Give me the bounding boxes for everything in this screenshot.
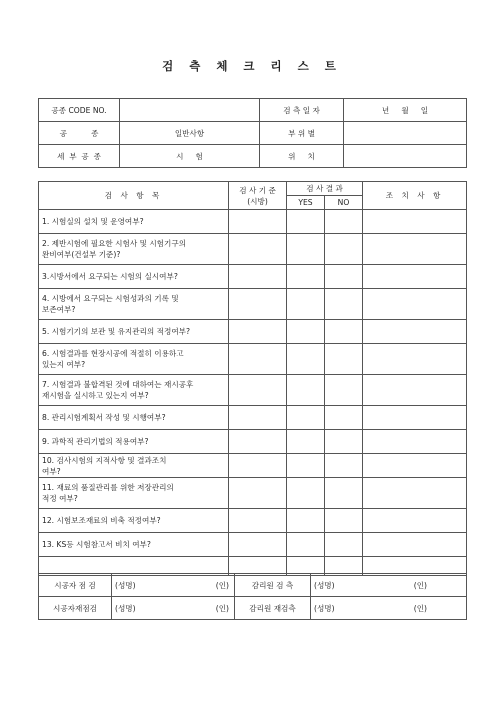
checklist-row: [39, 289, 467, 320]
checklist-item-line2: 여부?: [42, 466, 61, 476]
checklist-row: [39, 478, 467, 509]
checklist-row: [39, 509, 467, 533]
checklist-item: [39, 344, 229, 375]
checklist-row: [39, 265, 467, 289]
page-title: 검 측 체 크 리 스 트: [162, 59, 342, 73]
criteria-header-sub: (시방): [247, 196, 268, 206]
checklist-item-line1: 2. 제반시험에 필요한 시험사 및 시험기구의: [42, 239, 187, 248]
criteria-cell[interactable]: [229, 289, 287, 320]
checklist-row: [39, 430, 467, 454]
checklist-table: [38, 181, 467, 576]
criteria-cell[interactable]: [229, 210, 287, 234]
items-header: 검 사 항 목: [39, 182, 229, 210]
work-field[interactable]: 일반사항: [120, 122, 260, 145]
no-cell[interactable]: [325, 320, 363, 344]
subwork-field[interactable]: 시 험: [120, 145, 260, 168]
info-table: [38, 98, 467, 168]
yes-header: YES: [287, 196, 325, 210]
checklist-item-line2: 재시험을 실시하고 있는지 여부?: [42, 391, 149, 400]
code-field[interactable]: [120, 99, 260, 122]
checklist-item-line1: 1. 시험실의 설치 및 운영여부?: [42, 217, 144, 226]
action-cell[interactable]: [363, 320, 467, 344]
no-header: NO: [325, 196, 363, 210]
checklist-item-line2: 적정 여부?: [42, 494, 78, 503]
checklist-item-line1: 10. 검사시험의 지적사항 및 결과조치: [42, 455, 167, 465]
checklist-item: [39, 320, 229, 344]
checklist-row: [39, 320, 467, 344]
action-cell[interactable]: [363, 478, 467, 509]
no-cell[interactable]: [325, 509, 363, 533]
supervisor-label: 감리원 재검측: [235, 597, 311, 620]
no-cell[interactable]: [325, 454, 363, 478]
criteria-cell[interactable]: [229, 533, 287, 557]
location-field[interactable]: [344, 145, 467, 168]
checklist-item-line1: 7. 시험결과 불합격된 것에 대하여는 재시공후: [42, 380, 194, 389]
checklist-item-line2: 있는지 여부?: [42, 360, 86, 369]
no-cell[interactable]: [325, 430, 363, 454]
checklist-row: [39, 406, 467, 430]
yes-cell[interactable]: [287, 265, 325, 289]
action-cell[interactable]: [363, 430, 467, 454]
seal-label: (인): [413, 603, 427, 613]
action-header: 조 치 사 항: [363, 182, 467, 210]
checklist-item-line1: 11. 재료의 품질관리를 위한 저장관리의: [42, 483, 174, 492]
checklist-item: [39, 406, 229, 430]
signer-label: 시공자 점 검: [39, 574, 112, 597]
no-cell[interactable]: [325, 478, 363, 509]
supervisor-field[interactable]: [311, 597, 467, 620]
no-cell[interactable]: [325, 406, 363, 430]
signer-field[interactable]: [112, 574, 235, 597]
checklist-row: [39, 533, 467, 557]
yes-cell[interactable]: [287, 234, 325, 265]
action-cell[interactable]: [363, 344, 467, 375]
signature-row: [39, 597, 467, 620]
checklist-item-line2: 보존여부?: [42, 305, 76, 314]
seal-label: (인): [413, 580, 427, 590]
criteria-header: [229, 182, 287, 210]
checklist-item: [39, 478, 229, 509]
signer-field[interactable]: [112, 597, 235, 620]
date-label: 검 측 일 자: [260, 99, 344, 122]
criteria-cell[interactable]: [229, 509, 287, 533]
criteria-cell[interactable]: [229, 344, 287, 375]
part-label: 부 위 별: [260, 122, 344, 145]
signature-table: [38, 573, 467, 620]
checklist-row: [39, 454, 467, 478]
checklist-header-row: [39, 182, 467, 196]
result-header: 검 사 결 과: [287, 182, 363, 196]
checklist-item-line1: 8. 관리시험계획서 작성 및 시행여부?: [42, 413, 166, 422]
yes-cell[interactable]: [287, 320, 325, 344]
checklist-row: [39, 210, 467, 234]
criteria-cell[interactable]: [229, 375, 287, 406]
yes-cell[interactable]: [287, 430, 325, 454]
location-label: 위 치: [260, 145, 344, 168]
checklist-row: [39, 234, 467, 265]
checklist-item: [39, 375, 229, 406]
criteria-cell[interactable]: [229, 478, 287, 509]
info-row-code: [39, 99, 467, 122]
checklist-item-line1: 3.시방서에서 요구되는 시험의 실시여부?: [42, 272, 178, 281]
criteria-cell[interactable]: [229, 454, 287, 478]
yes-cell[interactable]: [287, 375, 325, 406]
supervisor-field[interactable]: [311, 574, 467, 597]
criteria-cell[interactable]: [229, 265, 287, 289]
checklist-item-line1: 13. KS등 시험참고서 비치 여부?: [42, 540, 151, 549]
yes-cell[interactable]: [287, 289, 325, 320]
yes-cell[interactable]: [287, 344, 325, 375]
name-label: (성명): [314, 580, 335, 590]
part-field[interactable]: [344, 122, 467, 145]
yes-cell[interactable]: [287, 210, 325, 234]
supervisor-label: 감리원 검 측: [235, 574, 311, 597]
code-label: 공종 CODE NO.: [39, 99, 120, 122]
criteria-cell[interactable]: [229, 406, 287, 430]
info-row-work: [39, 122, 467, 145]
no-cell[interactable]: [325, 375, 363, 406]
yes-cell[interactable]: [287, 509, 325, 533]
checklist-item-line1: 12. 시험보조재료의 비축 적정여부?: [42, 516, 161, 525]
signature-row: [39, 574, 467, 597]
seal-label: (인): [215, 580, 229, 590]
checklist-item: [39, 265, 229, 289]
checklist-item: [39, 210, 229, 234]
no-cell[interactable]: [325, 210, 363, 234]
checklist-item: [39, 430, 229, 454]
action-cell[interactable]: [363, 289, 467, 320]
no-cell[interactable]: [325, 234, 363, 265]
checklist-item: [39, 454, 229, 478]
checklist-item: [39, 289, 229, 320]
yes-cell[interactable]: [287, 478, 325, 509]
action-cell[interactable]: [363, 265, 467, 289]
action-cell[interactable]: [363, 210, 467, 234]
signer-label: 시공자재점검: [39, 597, 112, 620]
yes-cell[interactable]: [287, 454, 325, 478]
yes-cell[interactable]: [287, 533, 325, 557]
action-cell[interactable]: [363, 406, 467, 430]
no-cell[interactable]: [325, 265, 363, 289]
checklist-item-line1: 9. 과학적 관리기법의 적용여부?: [42, 437, 149, 446]
work-label: 공 종: [39, 122, 120, 145]
checklist-item-line2: 완비여부(건설부 기준)?: [42, 250, 121, 259]
checklist-item-line1: 4. 시방에서 요구되는 시험성과의 기록 및: [42, 294, 179, 303]
criteria-header-label: 검 사 기 준: [239, 185, 276, 195]
name-label: (성명): [115, 580, 136, 590]
action-cell[interactable]: [363, 234, 467, 265]
checklist-item-line1: 6. 시험결과를 현장시공에 적절히 이용하고: [42, 349, 184, 358]
info-row-subwork: [39, 145, 467, 168]
checklist-row: [39, 344, 467, 375]
yes-cell[interactable]: [287, 406, 325, 430]
checklist-item-line1: 5. 시험기기의 보관 및 유지관리의 적정여부?: [42, 327, 191, 336]
action-cell[interactable]: [363, 509, 467, 533]
action-cell[interactable]: [363, 454, 467, 478]
criteria-cell[interactable]: [229, 430, 287, 454]
name-label: (성명): [115, 603, 136, 613]
name-label: (성명): [314, 603, 335, 613]
checklist-row: [39, 375, 467, 406]
checklist-item: [39, 509, 229, 533]
criteria-cell[interactable]: [229, 234, 287, 265]
no-cell[interactable]: [325, 289, 363, 320]
seal-label: (인): [215, 603, 229, 613]
criteria-cell[interactable]: [229, 320, 287, 344]
no-cell[interactable]: [325, 344, 363, 375]
action-cell[interactable]: [363, 375, 467, 406]
no-cell[interactable]: [325, 533, 363, 557]
checklist-item: [39, 234, 229, 265]
date-field[interactable]: 년 월 일: [344, 99, 467, 122]
subwork-label: 세 부 공 종: [39, 145, 120, 168]
checklist-item: [39, 533, 229, 557]
action-cell[interactable]: [363, 533, 467, 557]
